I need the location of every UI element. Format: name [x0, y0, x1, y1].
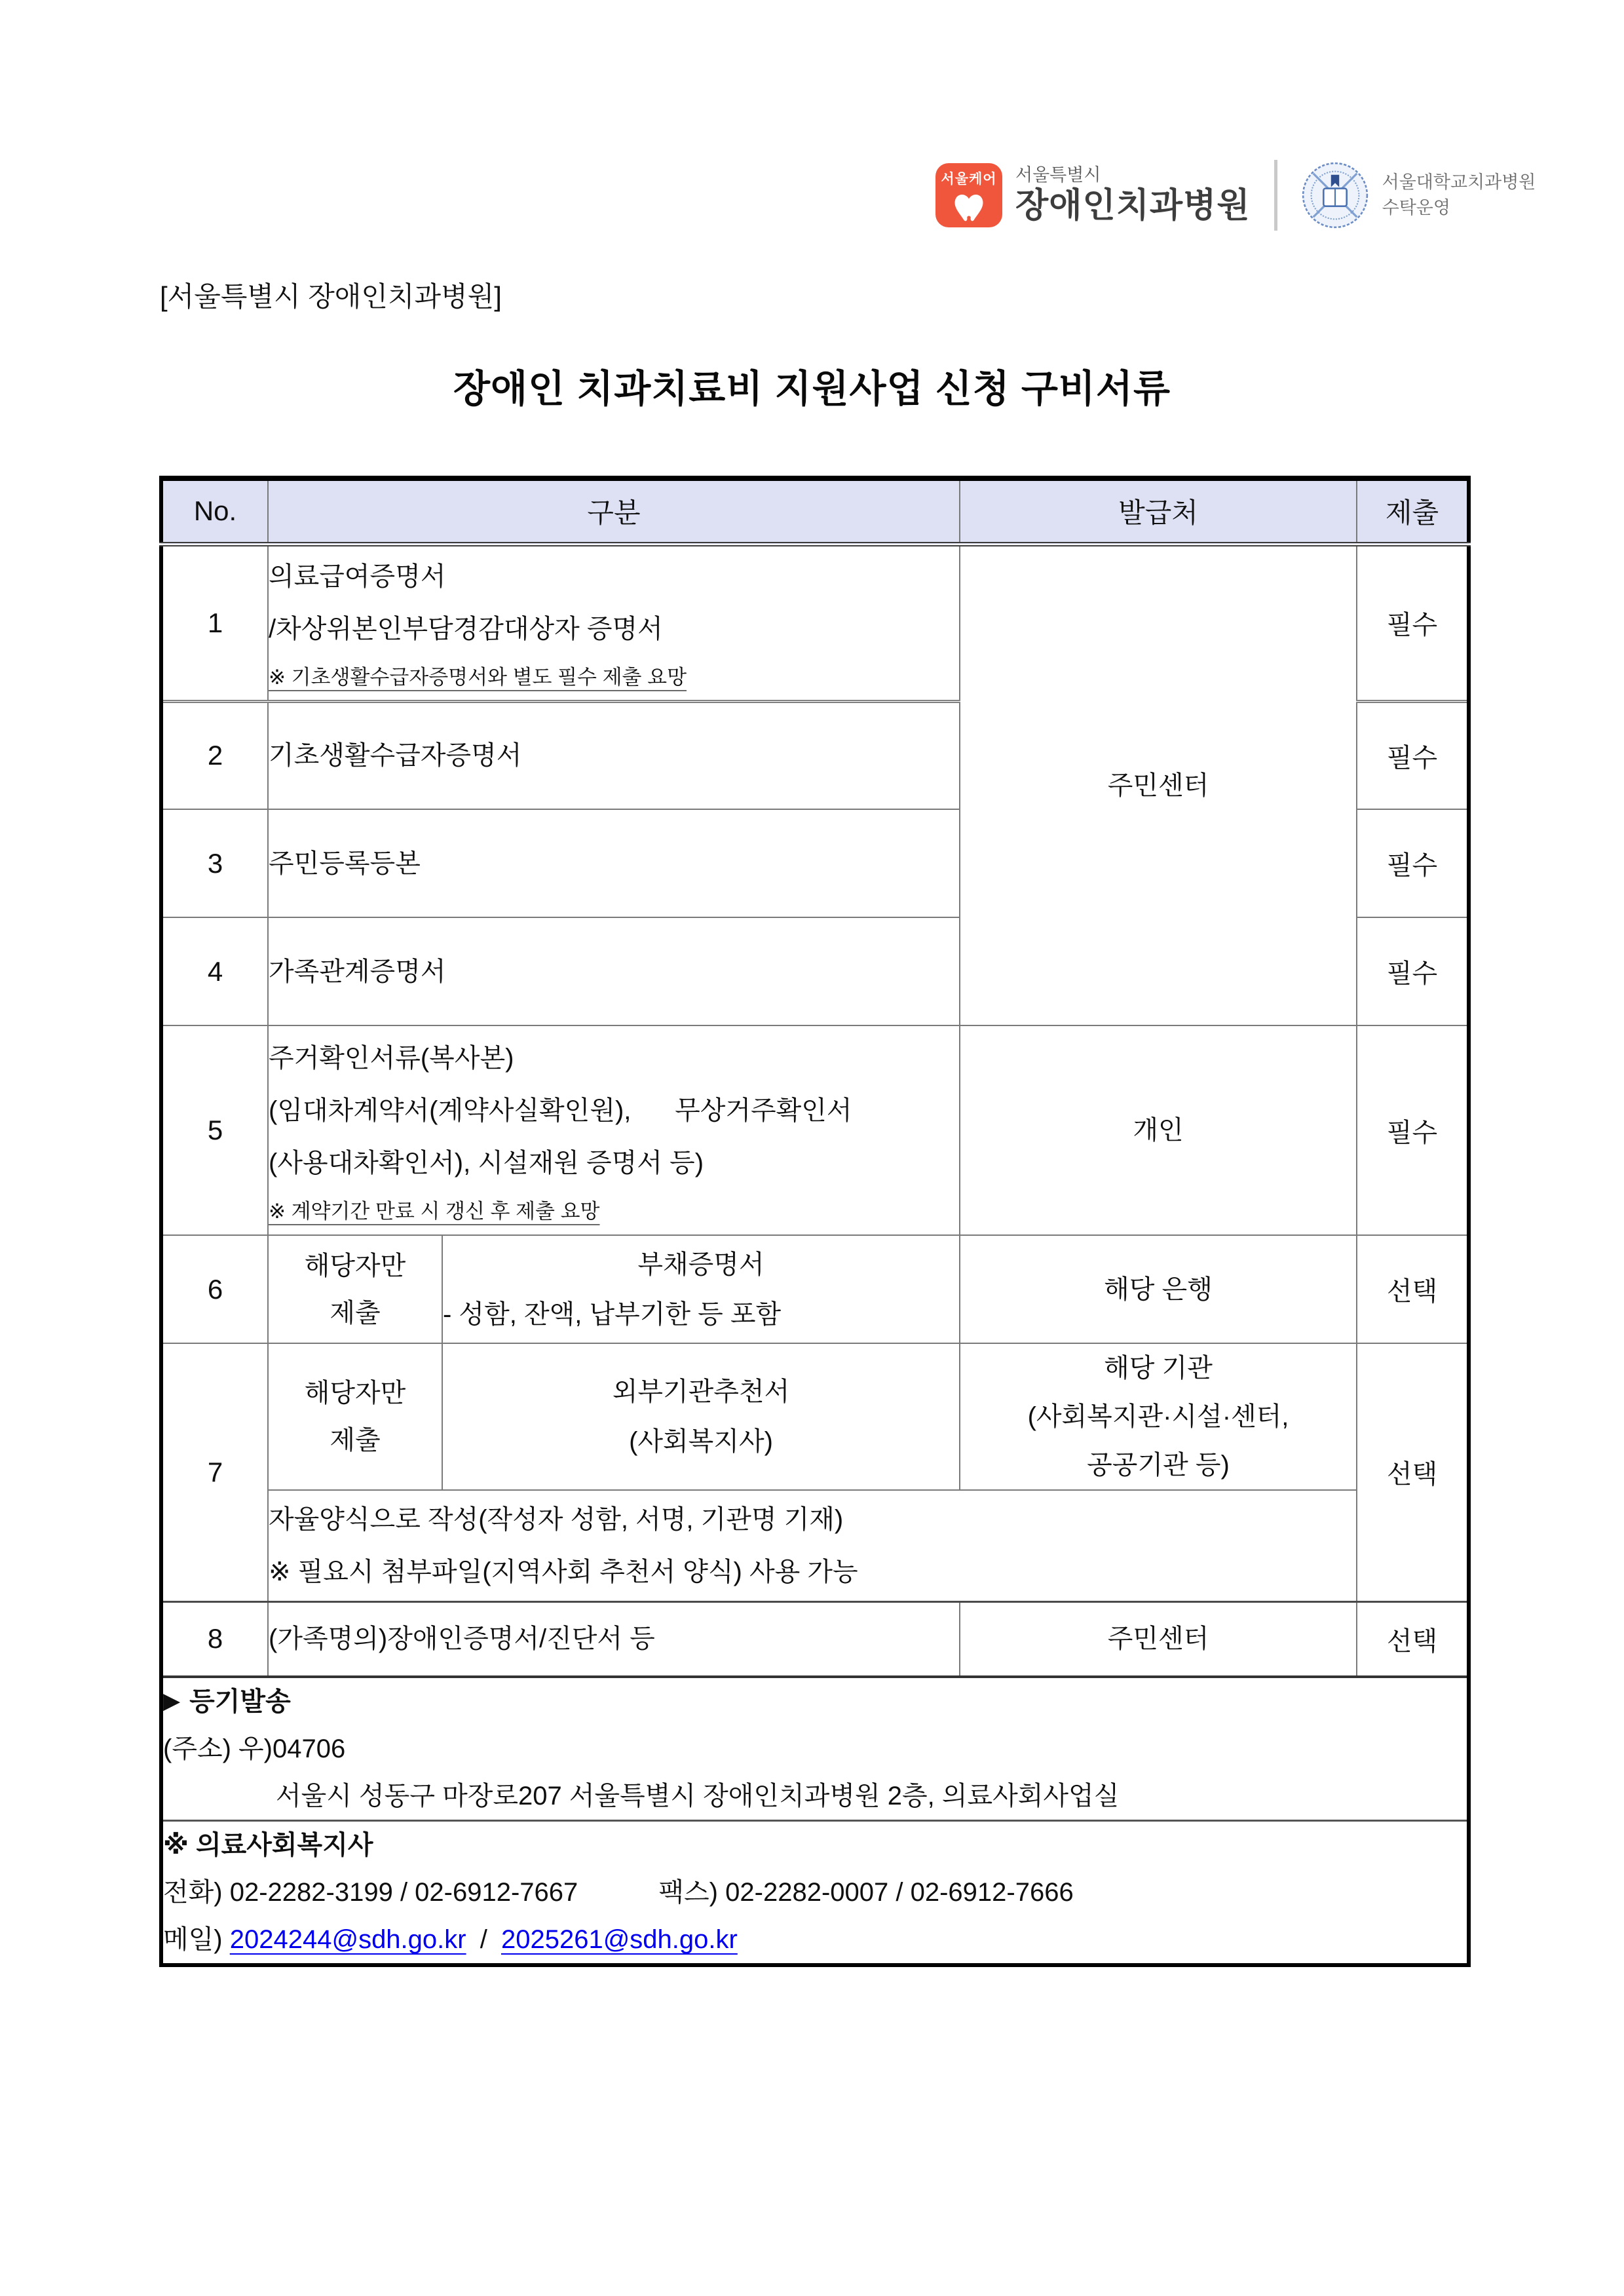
org-subtitle: [서울특별시 장애인치과병원] — [160, 281, 502, 312]
address-line2: 서울시 성동구 마장로207 서울특별시 장애인치과병원 2층, 의료사회사업실 — [276, 1782, 1120, 1810]
page-title: 장애인 치과치료비 지원사업 신청 구비서류 — [453, 368, 1171, 410]
row6-document — [442, 1235, 960, 1343]
row3-text: 주민등록등본 — [269, 849, 421, 878]
row6-who-line1: 해당자만 — [304, 1251, 406, 1280]
table-row — [161, 1235, 1469, 1343]
row2-submit: 필수 — [1357, 701, 1469, 809]
row7-who — [268, 1343, 442, 1490]
email-link-2[interactable]: 2025261@sdh.go.kr — [500, 1925, 738, 1954]
contact-heading: ※ 의료사회복지사 — [163, 1831, 373, 1860]
row7-issuer-line1: 해당 기관 — [1104, 1354, 1213, 1383]
logo-hospital-label: 장애인치과병원 — [1015, 186, 1251, 225]
row2-category — [268, 701, 960, 809]
fax-numbers: 02-2282-0007 / 02-6912-7666 — [725, 1878, 1074, 1907]
table-row — [161, 1490, 1469, 1601]
row5-no: 5 — [161, 1025, 268, 1235]
row5-note: ※ 계약기간 만료 시 갱신 후 제출 요망 — [269, 1199, 600, 1223]
row6-submit: 선택 — [1357, 1235, 1469, 1343]
registered-mail-heading-line — [163, 1678, 1467, 1725]
table-row — [161, 1025, 1469, 1235]
row4-no: 4 — [161, 917, 268, 1025]
issuer-rows1-4: 주민센터 — [960, 544, 1357, 1025]
header-submit: 제출 — [1357, 478, 1469, 544]
row5-submit: 필수 — [1357, 1025, 1469, 1235]
snu-emblem-icon — [1301, 161, 1369, 229]
row1-line1: 의료급여증명서 — [269, 562, 446, 592]
header-category: 구분 — [268, 478, 960, 544]
row7-who-line1: 해당자만 — [304, 1379, 406, 1407]
header-issuer: 발급처 — [960, 478, 1357, 544]
row6-who — [268, 1235, 442, 1343]
registered-mail-heading: 등기발송 — [189, 1687, 291, 1716]
row3-submit: 필수 — [1357, 809, 1469, 917]
row7-document — [442, 1343, 960, 1490]
row7-who-line2: 제출 — [330, 1426, 381, 1455]
row7-doc-line1: 외부기관추천서 — [612, 1377, 790, 1406]
table-header-row — [161, 478, 1469, 544]
phone-fax-line — [163, 1869, 1467, 1916]
row5-category — [268, 1025, 960, 1235]
row2-text: 기초생활수급자증명서 — [269, 741, 522, 771]
row7-no: 7 — [161, 1343, 268, 1601]
seoul-care-badge-text: 서울케어 — [941, 172, 997, 187]
fax-label: 팩스) — [658, 1878, 719, 1907]
row7-note2: ※ 필요시 첨부파일(지역사회 추천서 양식) 사용 가능 — [269, 1557, 858, 1586]
row1-category — [268, 544, 960, 701]
row1-submit: 필수 — [1357, 544, 1469, 701]
snu-logo-text — [1382, 170, 1536, 221]
registered-mail-box — [161, 1677, 1469, 1821]
email-link-1[interactable]: 2024244@sdh.go.kr — [229, 1925, 466, 1954]
row1-no: 1 — [161, 544, 268, 701]
snu-hospital-label: 서울대학교치과병원 — [1382, 172, 1536, 192]
row7-issuer-line3: 공공기관 등) — [1087, 1451, 1230, 1480]
requirements-table — [159, 476, 1471, 1967]
row7-doc-line2: (사회복지사) — [629, 1427, 773, 1456]
seoul-care-logo — [935, 163, 1002, 227]
triangle-bullet-icon: ▶ — [163, 1689, 181, 1713]
email-separator: / — [480, 1925, 487, 1954]
row5-line2: (임대차계약서(계약사실확인원), 무상거주확인서 — [269, 1096, 852, 1125]
address-line1: (주소) 우)04706 — [163, 1734, 346, 1763]
hospital-logo-text — [1015, 164, 1251, 226]
header-logos — [935, 160, 1536, 231]
row6-issuer: 해당 은행 — [960, 1235, 1357, 1343]
row8-category — [268, 1601, 960, 1677]
row7-notes — [268, 1490, 1357, 1601]
row7-issuer — [960, 1343, 1357, 1490]
row8-text: (가족명의)장애인증명서/진단서 등 — [269, 1624, 655, 1654]
row7-issuer-line2: (사회복지관·시설·센터, — [1027, 1402, 1289, 1431]
contact-box — [161, 1821, 1469, 1966]
mail-label: 메일) — [163, 1925, 223, 1954]
phone-label: 전화) — [163, 1878, 223, 1907]
logo-city-label: 서울특별시 — [1015, 165, 1101, 185]
snu-operation-label: 수탁운영 — [1382, 198, 1450, 218]
row4-submit: 필수 — [1357, 917, 1469, 1025]
row3-no: 3 — [161, 809, 268, 917]
row3-category — [268, 809, 960, 917]
phone-numbers: 02-2282-3199 / 02-6912-7667 — [229, 1878, 578, 1907]
row7-submit: 선택 — [1357, 1343, 1469, 1601]
contact-row — [161, 1821, 1469, 1966]
row6-no: 6 — [161, 1235, 268, 1343]
row5-line3: (사용대차확인서), 시설재원 증명서 등) — [269, 1148, 704, 1177]
row2-no: 2 — [161, 701, 268, 809]
row4-text: 가족관계증명서 — [269, 957, 446, 986]
row4-category — [268, 917, 960, 1025]
header-no: No. — [161, 478, 268, 544]
row8-submit: 선택 — [1357, 1601, 1469, 1677]
tooth-icon — [949, 189, 989, 226]
row7-note1: 자율양식으로 작성(작성자 성함, 서명, 기관명 기재) — [269, 1504, 844, 1534]
row6-who-line2: 제출 — [330, 1298, 381, 1328]
row6-doc-title: 부채증명서 — [637, 1250, 765, 1279]
logo-divider — [1274, 160, 1277, 231]
row8-issuer: 주민센터 — [960, 1601, 1357, 1677]
row6-doc-sub: - 성함, 잔액, 납부기한 등 포함 — [443, 1299, 782, 1329]
row1-line2: /차상위본인부담경감대상자 증명서 — [269, 615, 663, 644]
row1-note: ※ 기초생활수급자증명서와 별도 필수 제출 요망 — [269, 666, 687, 689]
table-row — [161, 1601, 1469, 1677]
row5-issuer: 개인 — [960, 1025, 1357, 1235]
email-line — [163, 1916, 1467, 1963]
table-row — [161, 1343, 1469, 1490]
row8-no: 8 — [161, 1601, 268, 1677]
row5-line1: 주거확인서류(복사본) — [269, 1043, 514, 1073]
table-row — [161, 544, 1469, 701]
registered-mail-row — [161, 1677, 1469, 1821]
